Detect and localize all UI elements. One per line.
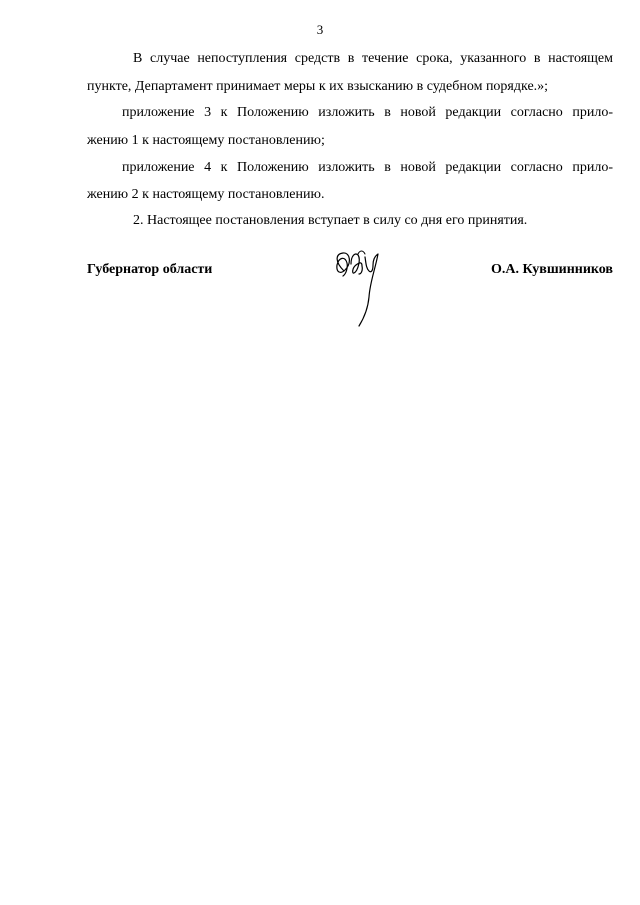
paragraph-3-line-2: жению 2 к настоящему постановлению. [87, 187, 325, 202]
paragraph-1-line-1: В случае непоступления средств в течение срока, указанного в настоящем [133, 51, 613, 66]
paragraph-2-line-1: приложение 3 к Положению изложить в новой редакции согласно прило- [122, 105, 613, 120]
signer-name: О.А. Кувшинников [490, 262, 613, 277]
paragraph-1-line-2: пункте, Департамент принимает меры к их взысканию в судебном порядке.»; [87, 79, 549, 94]
paragraph-4-line-1: 2. Настоящее постановления вступает в силу со дня его принятия. [133, 213, 528, 228]
paragraph-2-line-2: жению 1 к настоящему постановлению; [87, 133, 325, 148]
handwritten-signature-icon [327, 246, 387, 332]
paragraph-3-line-1: приложение 4 к Положению изложить в новой редакции согласно прило- [122, 160, 613, 175]
signer-title: Губернатор области [87, 262, 213, 277]
page-number: 3 [316, 22, 324, 37]
